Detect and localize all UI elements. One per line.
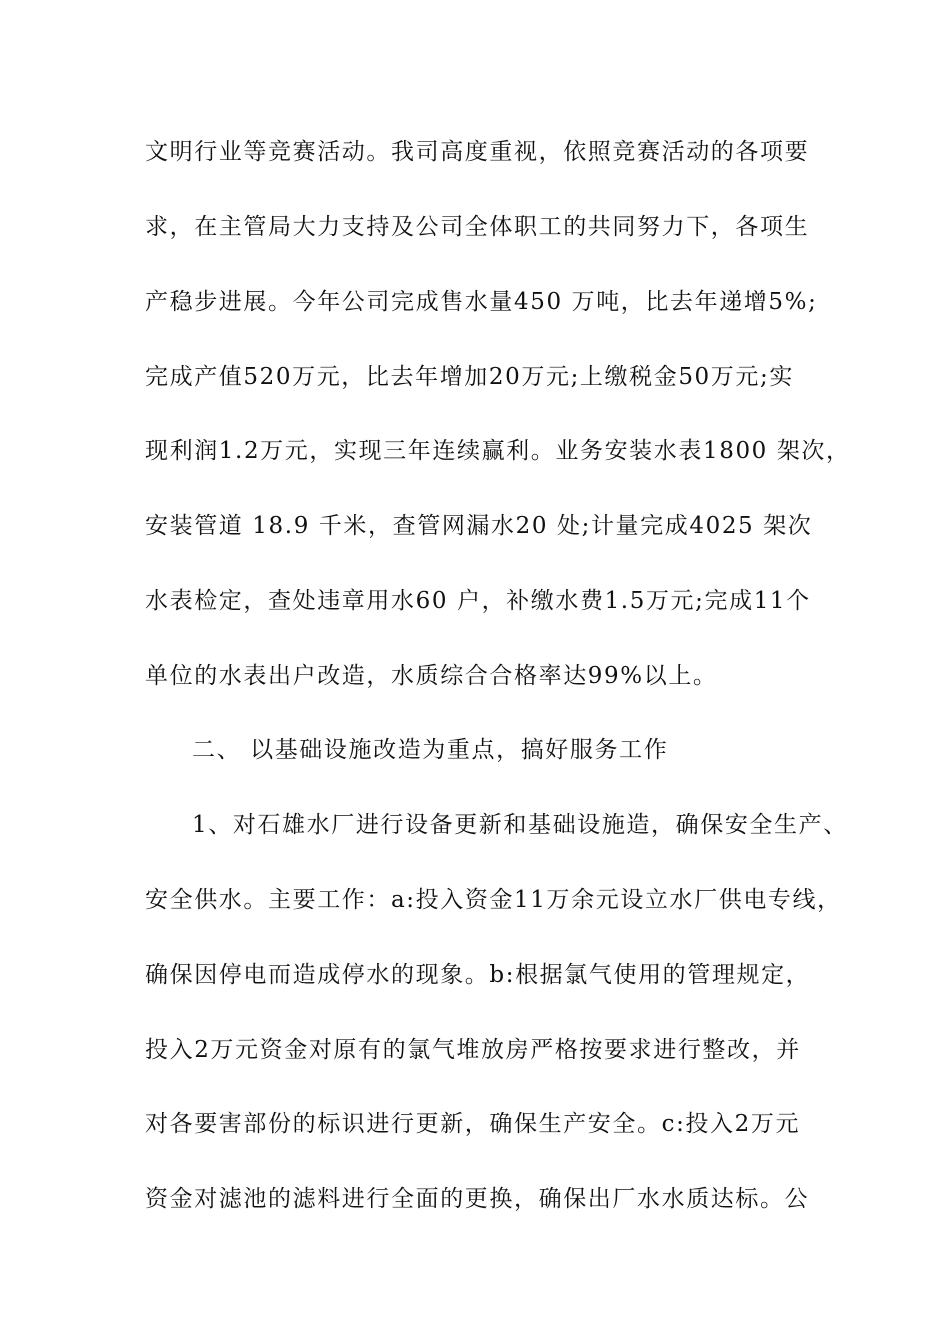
text-line-8: 单位的水表出户改造，水质综合合格率达99%以上。	[145, 663, 718, 689]
text-line-6: 安装管道 18.9 千米，查管网漏水20 处;计量完成4025 架次	[145, 513, 813, 539]
text-line-3: 产稳步进展。今年公司完成售水量450 万吨，比去年递增5%;	[145, 289, 818, 315]
text-line-2: 求，在主管局大力支持及公司全体职工的共同努力下，各项生	[145, 214, 810, 240]
text-line-13: 投入2万元资金对原有的氯气堆放房严格按要求进行整改，并	[145, 1037, 801, 1063]
text-line-14: 对各要害部份的标识进行更新，确保生产安全。c:投入2万元	[145, 1111, 801, 1137]
text-line-4: 完成产值520万元，比去年增加20万元;上缴税金50万元;实	[145, 364, 794, 390]
text-line-15: 资金对滤池的滤料进行全面的更换，确保出厂水水质达标。公	[145, 1186, 810, 1212]
text-line-7: 水表检定，查处违章用水60 户，补缴水费1.5万元;完成11个	[145, 588, 811, 614]
section-heading: 二、 以基础设施改造为重点，搞好服务工作	[192, 737, 669, 763]
text-line-12: 确保因停电而造成停水的现象。b:根据氯气使用的管理规定，	[145, 962, 811, 988]
text-line-10: 1、对石雄水厂进行设备更新和基础设施造，确保安全生产、	[192, 812, 848, 838]
text-line-11: 安全供水。主要工作：a:投入资金11万余元设立水厂供电专线，	[145, 887, 842, 913]
text-line-1: 文明行业等竞赛活动。我司高度重视，依照竞赛活动的各项要	[145, 139, 810, 165]
text-line-5: 现利润1.2万元，实现三年连续赢利。业务安装水表1800 架次，	[145, 438, 851, 464]
